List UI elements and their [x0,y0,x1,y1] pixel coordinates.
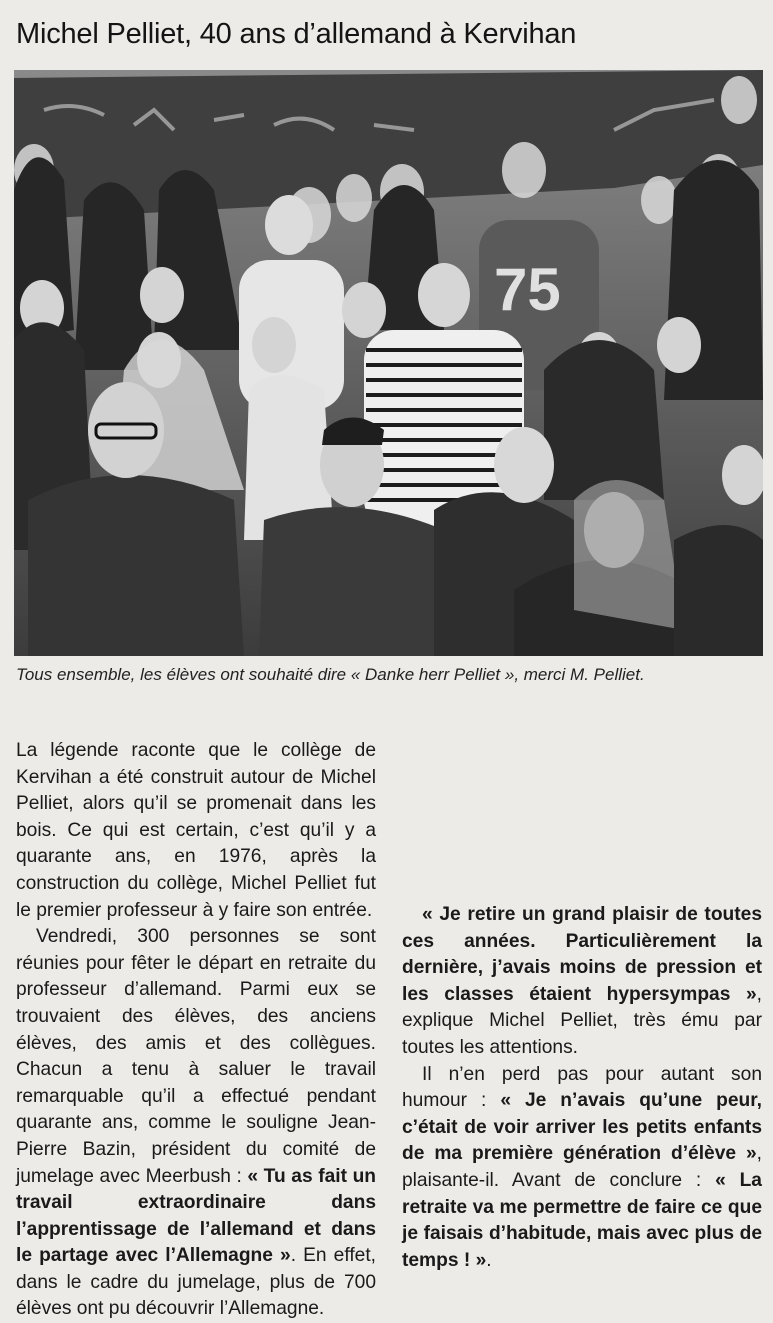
teacher-figure [28,475,244,656]
quote-pelliet: « Je retire un grand plaisir de toutes ces années. Particulièrement la dernière, j’avais moins de pression et les classes étaient hypersympas » [402,904,762,1005]
quote-bazin: « Tu as fait un travail extraordinaire dans l’apprentissage de l’allemand et dans le partage avec l’Allemagne » [16,1165,377,1267]
quote-peur: « Je n’avais qu’une peur, c’était de voir arriver les petits enfants de ma première génération d’élève » [402,1090,762,1165]
group-photo-illustration [14,70,763,656]
paragraph-pelliet-quote: « Je retire un grand plaisir de toutes ces années. Particulièrement la dernière, j’avais moins de pression et les classes étaient hypersympas », explique Michel Pelliet, très ému par toutes les attentions. [402,904,762,1058]
article-column-right [402,738,762,1274]
shirt-number: 75 [494,256,561,323]
paragraph-event: Vendredi, 300 personnes se sont réunies pour fêter le départ en retraite du professeur d’allemand. Parmi eux se trouvaient des élèves, des anciens élèves, des amis et des collègues. Chacun a tenu à saluer le travail remarquable qu’il a effectué pendant quarante ans, comme le souligne Jean-Pierre Bazin, président du comité de jumelage avec Meerbush : « Tu as fait un travail extraordinaire dans l’apprentissage de l’allemand et dans le partage avec l’Allemagne ». En effet, dans le cadre du jumelage, plus de 700 élèves ont pu découvrir l’Allemagne. [16,926,377,1320]
article-column-left [16,738,376,1323]
quote-retraite: « La retraite va me permettre de faire ce que je faisais d’habitude, mais avec plus de temps ! » [402,1169,762,1271]
article-headline: Michel Pelliet, 40 ans d’allemand à Kervihan [16,18,577,50]
paragraph-intro: La légende raconte que le collège de Kervihan a été construit autour de Michel Pelliet, alors qu’il se promenait dans les bois. Ce qui est certain, c’est qu’il y a quarante ans, en 1976, après la construction du collège, Michel Pelliet fut le premier professeur à y faire son entrée. [16,740,376,921]
photo-caption: Tous ensemble, les élèves ont souhaité dire « Danke herr Pelliet », merci M. Pelliet. [16,665,645,684]
paragraph-humour: Il n’en perd pas pour autant son humour : « Je n’avais qu’une peur, c’était de voir arriver les petits enfants de ma première génération d’élève », plaisante-il. Avant de conclure : « La retraite va me permettre de faire ce que je faisais d’habitude, mais avec plus de temps ! ». [402,1063,762,1271]
group-photo [14,70,763,656]
